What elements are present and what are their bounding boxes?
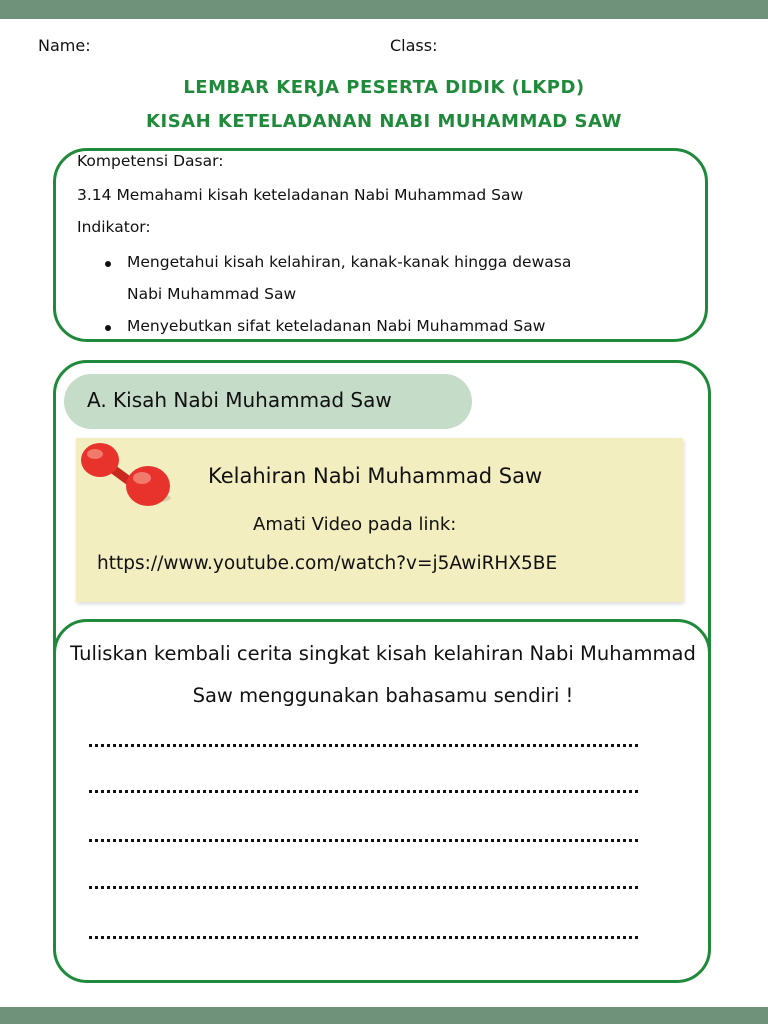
note-instruction: Amati Video pada link: <box>253 514 457 535</box>
bullet-icon <box>105 261 111 267</box>
indicator-item-1-continued: Nabi Muhammad Saw <box>127 285 297 303</box>
name-label: Name: <box>38 36 91 55</box>
worksheet-subtitle: KISAH KETELADANAN NABI MUHAMMAD SAW <box>146 111 622 132</box>
push-pin-icon <box>78 440 178 516</box>
section-title: A. Kisah Nabi Muhammad Saw <box>87 388 392 412</box>
worksheet-title: LEMBAR KERJA PESERTA DIDIK (LKPD) <box>183 77 585 98</box>
competency-box <box>53 148 708 342</box>
competency-item: 3.14 Memahami kisah keteladanan Nabi Muhammad Saw <box>77 186 524 204</box>
answer-line[interactable] <box>89 744 638 747</box>
note-title: Kelahiran Nabi Muhammad Saw <box>208 464 543 488</box>
class-label: Class: <box>390 36 438 55</box>
bullet-icon <box>105 325 111 331</box>
indicator-item-1: Mengetahui kisah kelahiran, kanak-kanak hingga dewasa <box>127 253 572 271</box>
answer-line[interactable] <box>89 790 638 793</box>
video-link[interactable]: https://www.youtube.com/watch?v=j5AwiRHX5BE <box>97 553 558 574</box>
task-prompt: Tuliskan kembali cerita singkat kisah kelahiran Nabi Muhammad Saw menggunakan bahasamu sendiri ! <box>70 642 696 707</box>
answer-line[interactable] <box>89 936 638 939</box>
bottom-decorative-bar <box>0 1007 768 1024</box>
indicator-item-2: Menyebutkan sifat keteladanan Nabi Muhammad Saw <box>127 317 546 335</box>
indicator-heading: Indikator: <box>77 218 151 236</box>
competency-heading: Kompetensi Dasar: <box>77 152 224 170</box>
top-decorative-bar <box>0 0 768 19</box>
answer-line[interactable] <box>89 886 638 889</box>
answer-line[interactable] <box>89 839 638 842</box>
